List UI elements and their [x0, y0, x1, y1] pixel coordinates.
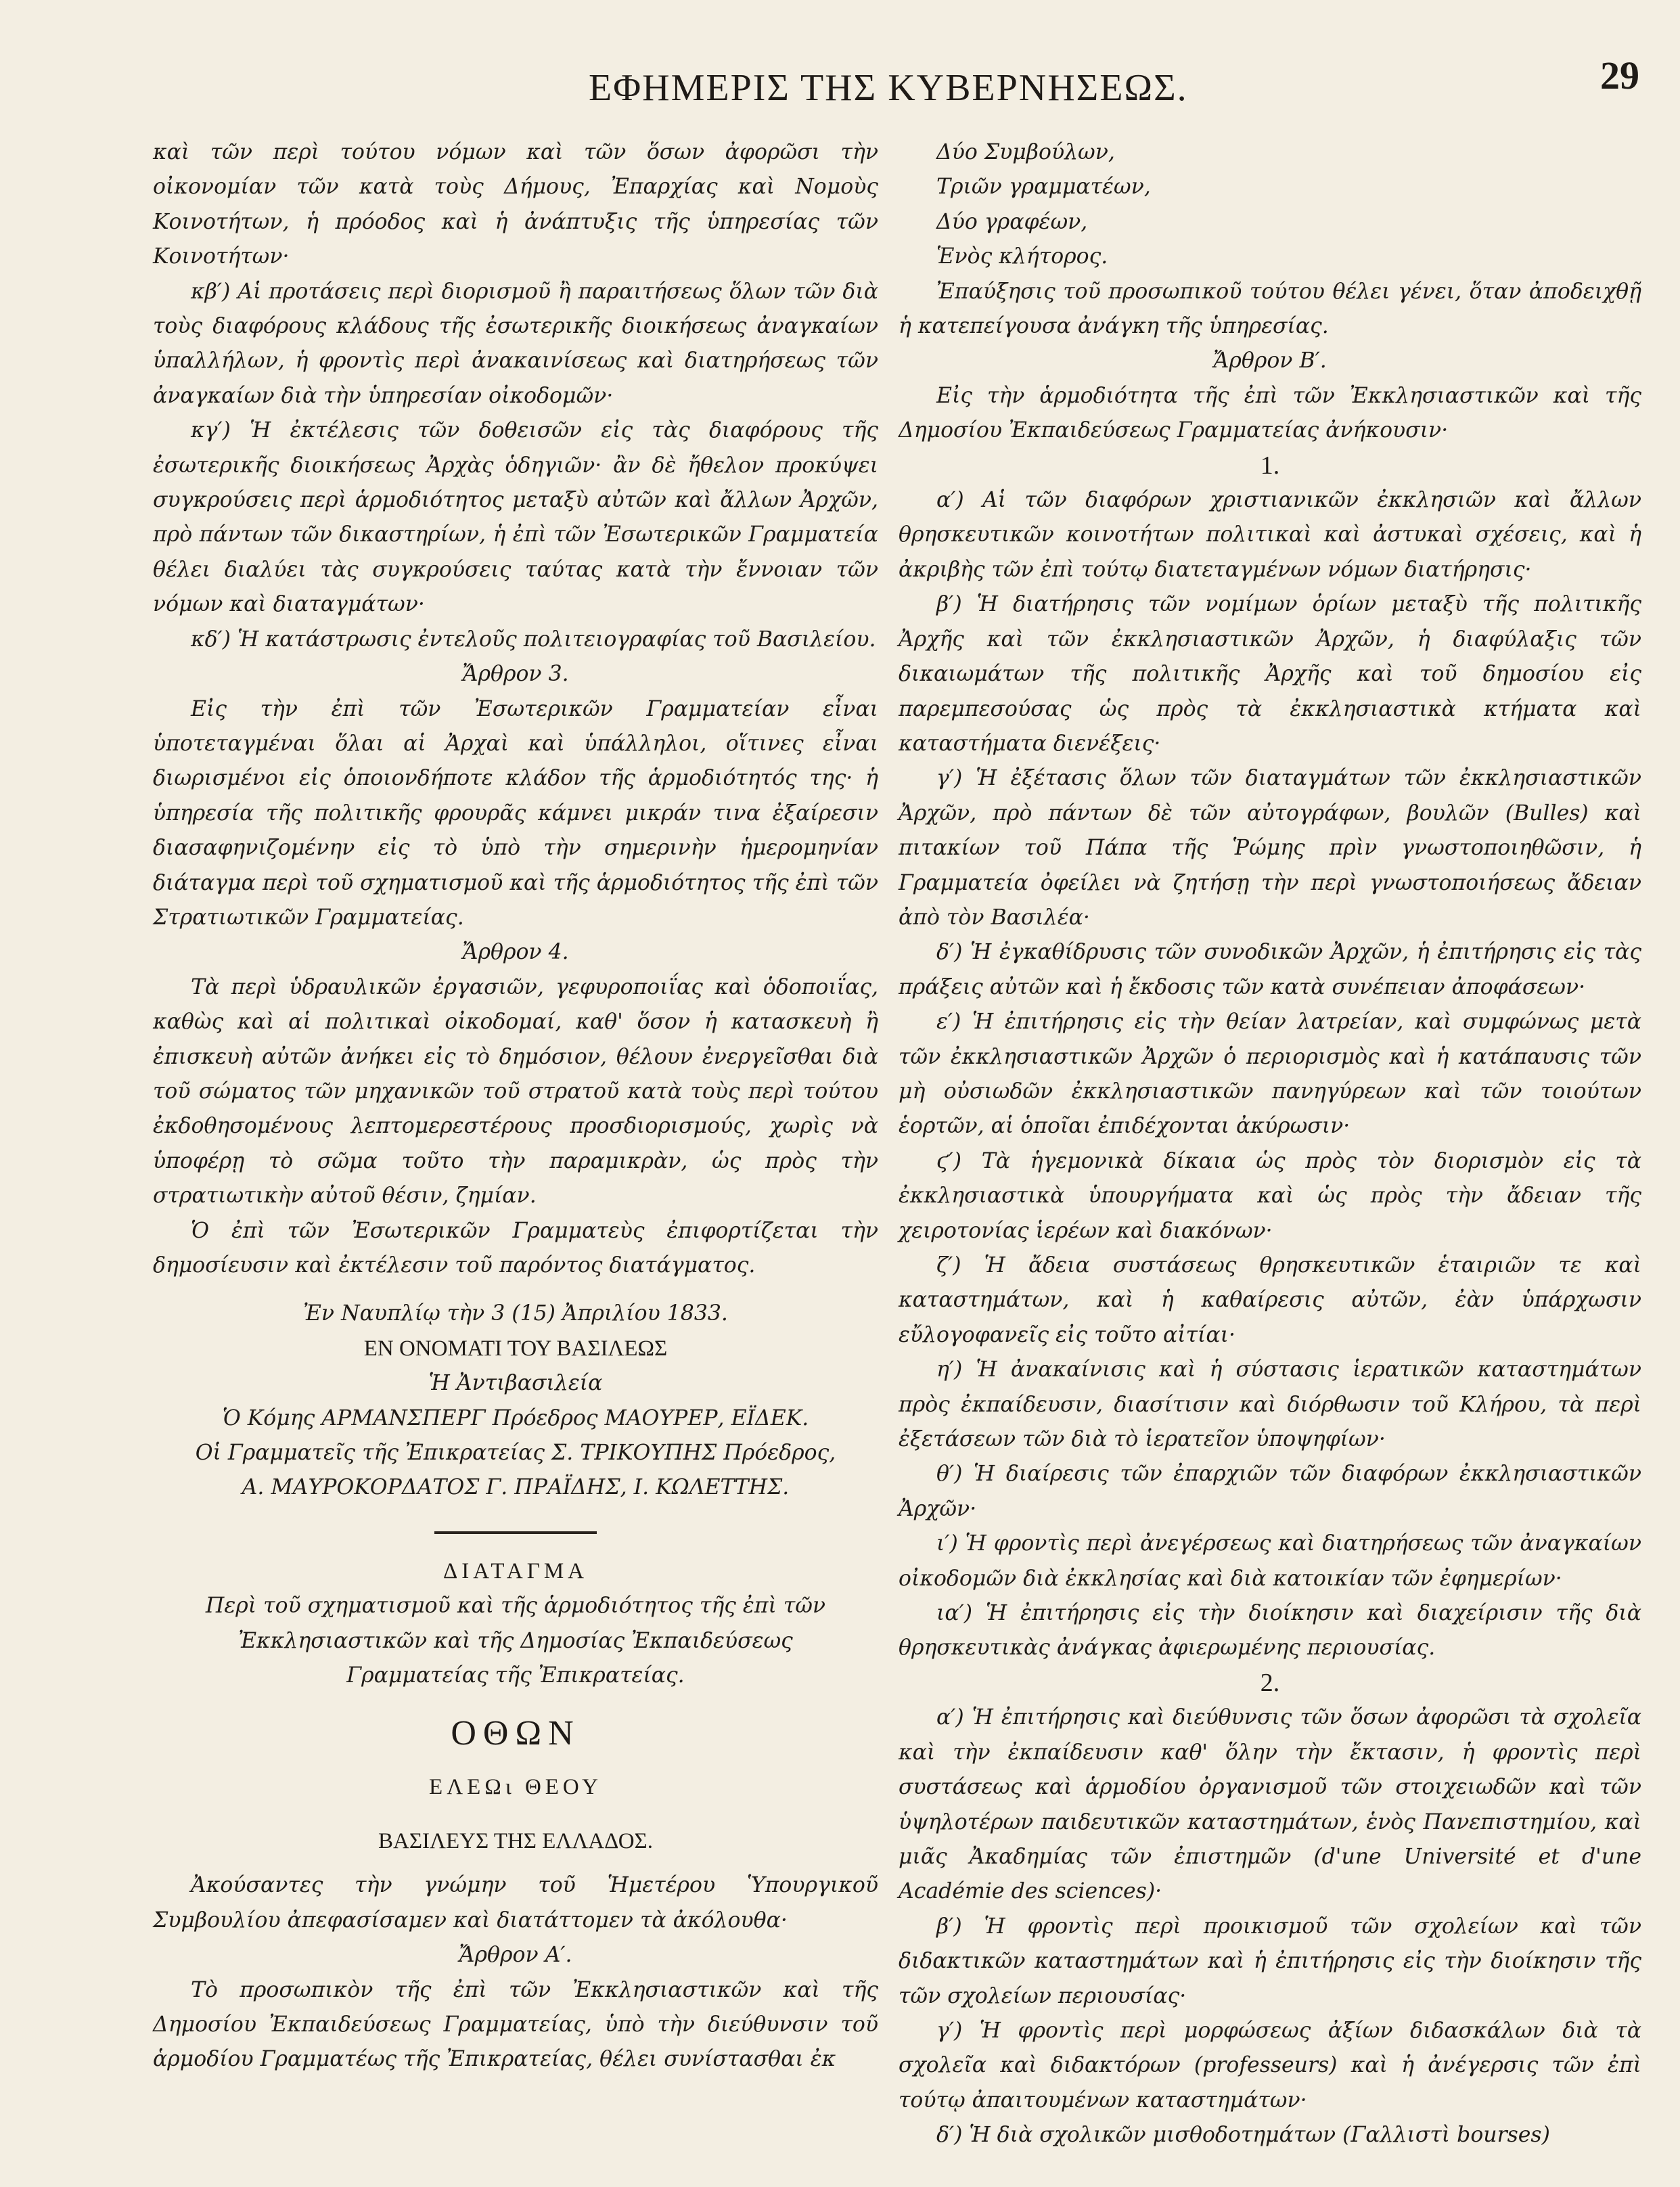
clause: ε′) Ἡ ἐπιτήρησις εἰς τὴν θείαν λατρείαν, καὶ συμφώνως μετὰ τῶν ἐκκλησιαστικῶν Ἀρχῶν ὁ περιορισμὸς καὶ ἡ κατάπαυσις τῶν μὴ οὐσιωδῶν ἐκκλησιαστικῶν πανηγύρεων καὶ τῶν τοιούτων ἑορτῶν, αἱ ὁποῖαι ἐπιδέχονται ἀκύρωσιν·: [899, 1010, 1641, 1139]
article-heading: Ἄρθρον Α′.: [459, 1943, 572, 1968]
by-grace-of-god: ΕΛΕΩι ΘΕΟΥ: [429, 1775, 602, 1800]
paragraph: Εἰς τὴν ἐπὶ τῶν Ἐσωτερικῶν Γραμματείαν εἶναι ὑποτεταγμέναι ὅλαι αἱ Ἀρχαὶ καὶ ὑπάλληλοι, οἵτινες εἶναι διωρισμένοι εἰς ὁποιονδήποτε κλάδον τῆς ἁρμοδιότητός της· ἡ ὑπηρεσία τῆς πολιτικῆς φρουρᾶς κάμνει μικράν τινα ἐξαίρεσιν διασαφηνιζομένην εἰς τὸ ὑπὸ τὴν σημερινὴν ἡμερομηνίαν διάταγμα περὶ τοῦ σχηματισμοῦ καὶ τῆς ἁρμοδιότητος τῆς ἐπὶ τῶν Στρατιωτικῶν Γραμματείας.: [153, 696, 878, 930]
signatories: Οἱ Γραμματεῖς τῆς Ἐπικρατείας Σ. ΤΡΙΚΟΥΠΗΣ Πρόεδρος,: [195, 1441, 836, 1466]
in-the-name-heading: ΕΝ ΟΝΟΜΑΤΙ ΤΟΥ ΒΑΣΙΛΕΩΣ: [363, 1336, 668, 1361]
clause-kd: κδ′) Ἡ κατάστρωσις ἐντελοῦς πολιτειογραφίας τοῦ Βασιλείου.: [191, 627, 876, 652]
section-number: 2.: [1260, 1668, 1280, 1697]
page-header: [0, 39, 1680, 107]
clause: γ′) Ἡ ἐξέτασις ὅλων τῶν διαταγμάτων τῶν ἐκκλησιαστικῶν Ἀρχῶν, πρὸ πάντων δὲ τῶν αὐτογράφων, βουλῶν (Bulles) καὶ πιτακίων τοῦ Πάπα τῆς Ῥώμης πρὶν γνωστοποιηθῶσιν, ἡ Γραμματεία ὀφείλει νὰ ζητήσῃ τὴν περὶ γνωστοποιήσεως ἄδειαν ἀπὸ τὸν Βασιλέα·: [899, 766, 1641, 930]
list-item: Τριῶν γραμματέων,: [936, 175, 1151, 200]
clause: ι′) Ἡ φροντὶς περὶ ἀνεγέρσεως καὶ διατηρήσεως τῶν ἀναγκαίων οἰκοδομῶν διὰ ἐκκλησίας καὶ διὰ κατοικίαν τῶν ἐφημερίων·: [899, 1531, 1641, 1591]
regency-heading: Ἡ Ἀντιβασιλεία: [428, 1371, 603, 1396]
article-heading: Ἄρθρον Β′.: [1213, 348, 1327, 374]
paragraph: Ὁ ἐπὶ τῶν Ἐσωτερικῶν Γραμματεὺς ἐπιφορτίζεται τὴν δημοσίευσιν καὶ ἐκτέλεσιν τοῦ παρόντος διατάγματος.: [153, 1218, 878, 1278]
paragraph: Ἀκούσαντες τὴν γνώμην τοῦ Ἡμετέρου Ὑπουργικοῦ Συμβουλίου ἀπεφασίσαμεν καὶ διατάττομεν τὰ ἀκόλουθα·: [153, 1873, 878, 1933]
list-item: Δύο Συμβούλων,: [936, 140, 1115, 164]
left-column: [153, 135, 878, 2077]
clause: α′) Ἡ ἐπιτήρησις καὶ διεύθυνσις τῶν ὅσων ἀφορῶσι τὰ σχολεῖα καὶ τὴν ἐκπαίδευσιν καθ' ὅλην τὴν ἔκτασιν, ἡ φροντὶς περὶ συστάσεως καὶ ἁρμοδίου ὀργανισμοῦ τῶν στοιχειωδῶν καὶ τῶν ὑψηλοτέρων παιδευτικῶν καταστημάτων, ἑνὸς Πανεπιστημίου, καὶ μιᾶς Ἀκαδημίας τῶν ἐπιστημῶν (d'une Université et d'une Académie des sciences)·: [899, 1705, 1641, 1904]
paragraph: Ἐπαύξησις τοῦ προσωπικοῦ τούτου θέλει γένει, ὅταν ἀποδειχθῇ ἡ κατεπείγουσα ἀνάγκη τῆς ὑπηρεσίας.: [899, 279, 1641, 339]
clause: ϛ′) Τὰ ἡγεμονικὰ δίκαια ὡς πρὸς τὸν διορισμὸν εἰς τὰ ἐκκλησιαστικὰ ὑπουργήματα καὶ ὡς πρὸς τὴν ἄδειαν τῆς χειροτονίας ἱερέων καὶ διακόνων·: [899, 1148, 1641, 1243]
article-heading: Ἄρθρον 4.: [462, 940, 569, 965]
clause-kg: κγ′) Ἡ ἐκτέλεσις τῶν δοθεισῶν εἰς τὰς διαφόρους τῆς ἐσωτερικῆς διοικήσεως Ἀρχὰς ὁδηγιῶν· ἂν δὲ ἤθελον προκύψει συγκρούσεις περὶ ἁρμοδιότητος μεταξὺ αὐτῶν καὶ ἄλλων Ἀρχῶν, πρὸ πάντων τῶν δικαστηρίων, ἡ ἐπὶ τῶν Ἐσωτερικῶν Γραμματεία θέλει διαλύει τὰς συγκρούσεις ταύτας κατὰ τὴν ἔννοιαν τῶν νόμων καὶ διαταγμάτων·: [153, 418, 878, 617]
clause: α′) Αἱ τῶν διαφόρων χριστιανικῶν ἐκκλησιῶν καὶ ἄλλων θρησκευτικῶν κοινοτήτων πολιτικαὶ καὶ ἀστυκαὶ σχέσεις, καὶ ἡ ἀκριβὴς τῶν ἐπὶ τούτῳ διατεταγμένων νόμων διατήρησις·: [899, 488, 1641, 582]
paragraph: Τὰ περὶ ὑδραυλικῶν ἐργασιῶν, γεφυροποιΐας καὶ ὁδοποιΐας, καθὼς καὶ αἱ πολιτικαὶ οἰκοδομαί, καθ' ὅσον ἡ κατασκευὴ ἢ ἐπισκευὴ αὐτῶν ἀνήκει εἰς τὸ δημόσιον, θέλουν ἐνεργεῖσθαι διὰ τοῦ σώματος τῶν μηχανικῶν τοῦ στρατοῦ κατὰ τοὺς περὶ τούτου ἐκδοθησομένους λεπτομερεστέρους προσδιορισμούς, χωρὶς νὰ ὑποφέρῃ τὸ σῶμα τοῦτο τὴν παραμικρὰν, ὡς πρὸς τὴν στρατιωτικὴν αὐτοῦ θέσιν, ζημίαν.: [153, 974, 878, 1209]
list-item: Δύο γραφέων,: [936, 209, 1088, 234]
signatories: Ὁ Κόμης ΑΡΜΑΝΣΠΕΡΓ Πρόεδρος ΜΑΟΥΡΕΡ, ΕΪΔΕΚ.: [222, 1405, 809, 1430]
clause: δ′) Ἡ διὰ σχολικῶν μισθοδοτημάτων (Γαλλιστὶ bourses): [936, 2123, 1550, 2148]
clause-kb: κβ′) Αἱ προτάσεις περὶ διορισμοῦ ἢ παραιτήσεως ὅλων τῶν διὰ τοὺς διαφόρους κλάδους τῆς ἐσωτερικῆς διοικήσεως ἀναγκαίων ὑπαλλήλων, ἡ φροντὶς περὶ ἀνακαινίσεως καὶ διατηρήσεως τῶν ἀναγκαίων διὰ τὴν ὑπηρεσίαν οἰκοδομῶν·: [153, 279, 878, 408]
section-divider: [434, 1531, 597, 1534]
clause: ια′) Ἡ ἐπιτήρησις εἰς τὴν διοίκησιν καὶ διαχείρισιν τῆς διὰ θρησκευτικὰς ἀνάγκας ἀφιερωμένης περιουσίας.: [899, 1601, 1641, 1661]
clause: γ′) Ἡ φροντὶς περὶ μορφώσεως ἀξίων διδασκάλων διὰ τὰ σχολεῖα καὶ διδακτόρων (professeurs) καὶ ἡ ἀνέγερσις τῶν ἐπὶ τούτῳ ἀπαιτουμένων καταστημάτων·: [899, 2018, 1641, 2113]
decree-heading: ΔΙΑΤΑΓΜΑ: [442, 1558, 588, 1583]
paragraph: καὶ τῶν περὶ τούτου νόμων καὶ τῶν ὅσων ἀφορῶσι τὴν οἰκονομίαν τῶν κατὰ τοὺς Δήμους, Ἐπαρχίας καὶ Νομοὺς Κοινοτήτων, ἡ πρόοδος καὶ ἡ ἀνάπτυξις τῆς ὑπηρεσίας τῶν Κοινοτήτων·: [153, 140, 878, 269]
paragraph: Εἰς τὴν ἁρμοδιότητα τῆς ἐπὶ τῶν Ἐκκλησιαστικῶν καὶ τῆς Δημοσίου Ἐκπαιδεύσεως Γραμματείας ἀνήκουσιν·: [899, 383, 1641, 443]
section-number: 1.: [1260, 451, 1280, 480]
clause: β′) Ἡ φροντὶς περὶ προικισμοῦ τῶν σχολείων καὶ τῶν διδακτικῶν καταστημάτων καὶ ἡ ἐπιτήρησις εἰς τὴν διοίκησιν τῆς τῶν σχολείων περιουσίας·: [899, 1914, 1641, 2008]
clause: θ′) Ἡ διαίρεσις τῶν ἐπαρχιῶν τῶν διαφόρων ἐκκλησιαστικῶν Ἀρχῶν·: [899, 1462, 1641, 1521]
newspaper-title: ΕΦΗΜΕΡΙΣ ΤΗΣ ΚΥΒΕΡΝΗΣΕΩΣ.: [589, 67, 1188, 109]
page-number: 29: [1600, 53, 1639, 97]
clause: δ′) Ἡ ἐγκαθίδρυσις τῶν συνοδικῶν Ἀρχῶν, ἡ ἐπιτήρησις εἰς τὰς πράξεις αὐτῶν καὶ ἡ ἔκδοσις τῶν κατὰ συνέπειαν ἀποφάσεων·: [899, 940, 1641, 999]
clause: η′) Ἡ ἀνακαίνισις καὶ ἡ σύστασις ἱερατικῶν καταστημάτων πρὸς ἐκπαίδευσιν, διασίτισιν καὶ διόρθωσιν τοῦ Κλήρου, τὰ περὶ ἐξετάσεων τῶν διὰ τὸ ἱερατεῖον ὑποψηφίων·: [899, 1357, 1641, 1452]
clause: β′) Ἡ διατήρησις τῶν νομίμων ὁρίων μεταξὺ τῆς πολιτικῆς Ἀρχῆς καὶ τῶν ἐκκλησιαστικῶν Ἀρχῶν, ἡ διαφύλαξις τῶν δικαιωμάτων τῆς πολιτικῆς Ἀρχῆς καὶ τοῦ δημοσίου εἰς παρεμπεσούσας ὡς πρὸς τὰ ἐκκλησιαστικὰ κτήματα καὶ καταστήματα διενέξεις·: [899, 592, 1641, 756]
clause: ζ′) Ἡ ἄδεια συστάσεως θρησκευτικῶν ἑταιριῶν τε καὶ καταστημάτων, καὶ ἡ καθαίρεσις αὐτῶν, ἐὰν ὑπάρχωσιν εὔλογοφανεῖς εἰς τοῦτο αἰτίαι·: [899, 1253, 1641, 1347]
paragraph: Τὸ προσωπικὸν τῆς ἐπὶ τῶν Ἐκκλησιαστικῶν καὶ τῆς Δημοσίου Ἐκπαιδεύσεως Γραμματείας, ὑπὸ τὴν διεύθυνσιν τοῦ ἁρμοδίου Γραμματέως τῆς Ἐπικρατείας, θέλει συνίστασθαι ἐκ: [153, 1977, 878, 2072]
king-name: ΟΘΩΝ: [451, 1714, 581, 1753]
signatories: Α. ΜΑΥΡΟΚΟΡΔΑΤΟΣ Γ. ΠΡΑΪΔΗΣ, Ι. ΚΩΛΕΤΤΗΣ.: [242, 1475, 790, 1500]
right-column: [899, 135, 1641, 2153]
decree-subtitle: Περὶ τοῦ σχηματισμοῦ καὶ τῆς ἁρμοδιότητος τῆς ἐπὶ τῶν Ἐκκλησιαστικῶν καὶ τῆς Δημοσίας Ἐκπαιδεύσεως Γραμματείας τῆς Ἐπικρατείας.: [205, 1594, 826, 1688]
article-heading: Ἄρθρον 3.: [462, 662, 569, 687]
king-of-greece: ΒΑΣΙΛΕΥΣ ΤΗΣ ΕΛΛΑΔΟΣ.: [378, 1828, 654, 1853]
decree-date: Ἐν Ναυπλίῳ τὴν 3 (15) Ἀπριλίου 1833.: [303, 1301, 728, 1326]
list-item: Ἑνὸς κλήτορος.: [936, 244, 1108, 269]
